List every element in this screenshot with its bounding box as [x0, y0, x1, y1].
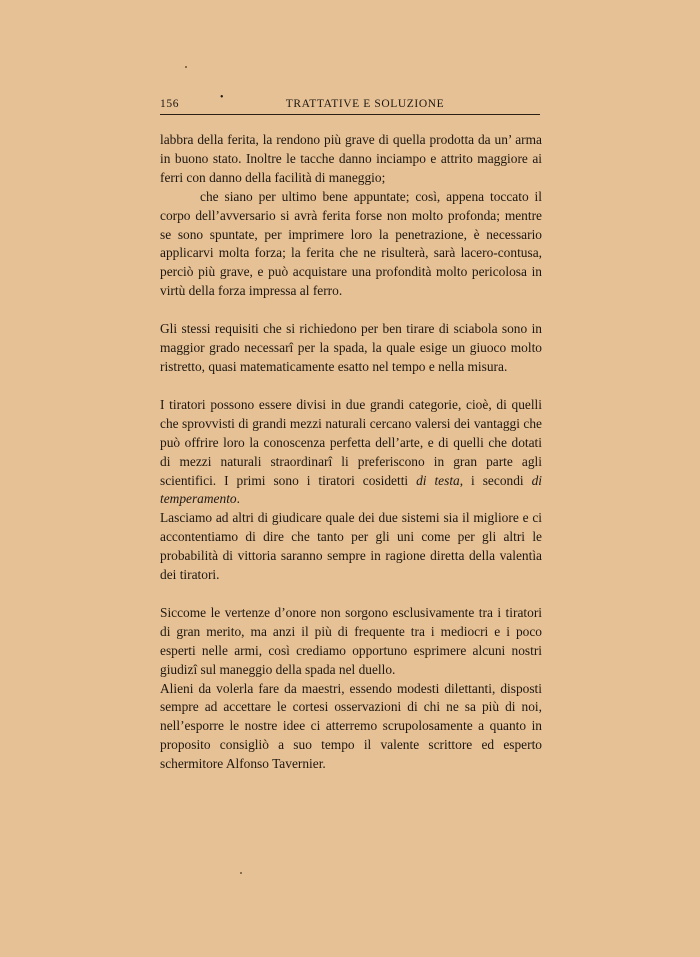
paragraph-4-text-middle: , i secondi: [459, 472, 532, 488]
chapter-title: TRATTATIVE E SOLUZIONE: [285, 98, 445, 110]
body-text: [160, 131, 542, 774]
paragraph-1: labbra della ferita, la rendono più grave di quella prodotta da un’ arma in buono stato. Inoltre le tacche danno inciampo e attrito maggiore ai ferri con danno della facilità di maneggio;: [160, 132, 542, 185]
paragraph-4: [160, 396, 542, 509]
paragraph-2: che siano per ultimo bene appuntate; così, appena toccato il corpo dell’avversario si avrà ferita forse non molto profonda; mentre se sono spuntate, per imprimere loro la penetrazione, è necessario applicarvi molta forza; la ferita che ne risulterà, sarà lacero-contusa, perciò più grave, e può acquistare una profondità molto pericolosa in virtù della forza impressa al ferro.: [160, 188, 542, 299]
section-gap: [160, 301, 542, 320]
paper-speck: [240, 872, 242, 874]
header-rule: [160, 114, 540, 115]
section-gap: [160, 377, 542, 396]
paper-speck: [185, 66, 187, 68]
section-gap: [160, 585, 542, 604]
paragraph-5: Lasciamo ad altri di giudicare quale dei due sistemi sia il migliore e ci accontentiamo di dire che tanto per gli uni come per gli altri le probabilità di vittoria saranno sempre in ragione diretta della valentìa dei tiratori.: [160, 510, 542, 583]
paragraph-7: Alieni da volerla fare da maestri, essendo modesti dilettanti, disposti sempre ad accettare le cortesi osservazioni di chi ne sa più di noi, nell’esporre le nostre idee ci atterremo scrupolosamente a quanto in proposito consigliò a suo tempo il valente scrittore ed esperto schermitore Alfonso Tavernier.: [160, 680, 542, 772]
paragraph-6: Siccome le vertenze d’onore non sorgono esclusivamente tra i tiratori di gran merito, ma anzi il più di frequente tra i mediocri e i poco esperti nelle armi, così crediamo opportuno esprimere alcuni nostri giudizî sul maneggio della spada nel duello.: [160, 604, 542, 677]
term-di-testa: di testa: [416, 472, 460, 488]
term-di-temperamento: di temperamento: [160, 472, 542, 507]
header-ornament-dot: •: [220, 92, 225, 103]
paragraph-4-text-end: .: [236, 491, 240, 507]
page-number: 156: [160, 98, 180, 110]
paragraph-4-text-start: I tiratori possono essere divisi in due grandi categorie, cioè, di quelli che sprovvisti di grandi mezzi naturali cercano valersi dei vantaggi che può offrire loro la conoscenza perfetta dell’arte, e di quelli che dotati di mezzi naturali straordinarî li preferiscono in gran parte agli scientifici. I primi sono i tiratori cosidetti: [160, 396, 542, 488]
paragraph-3: Gli stessi requisiti che si richiedono per ben tirare di sciabola sono in maggior grado necessarî per la spada, la quale esige un giuoco molto ristretto, quasi matematicamente esatto nel tempo e nella misura.: [160, 321, 542, 374]
